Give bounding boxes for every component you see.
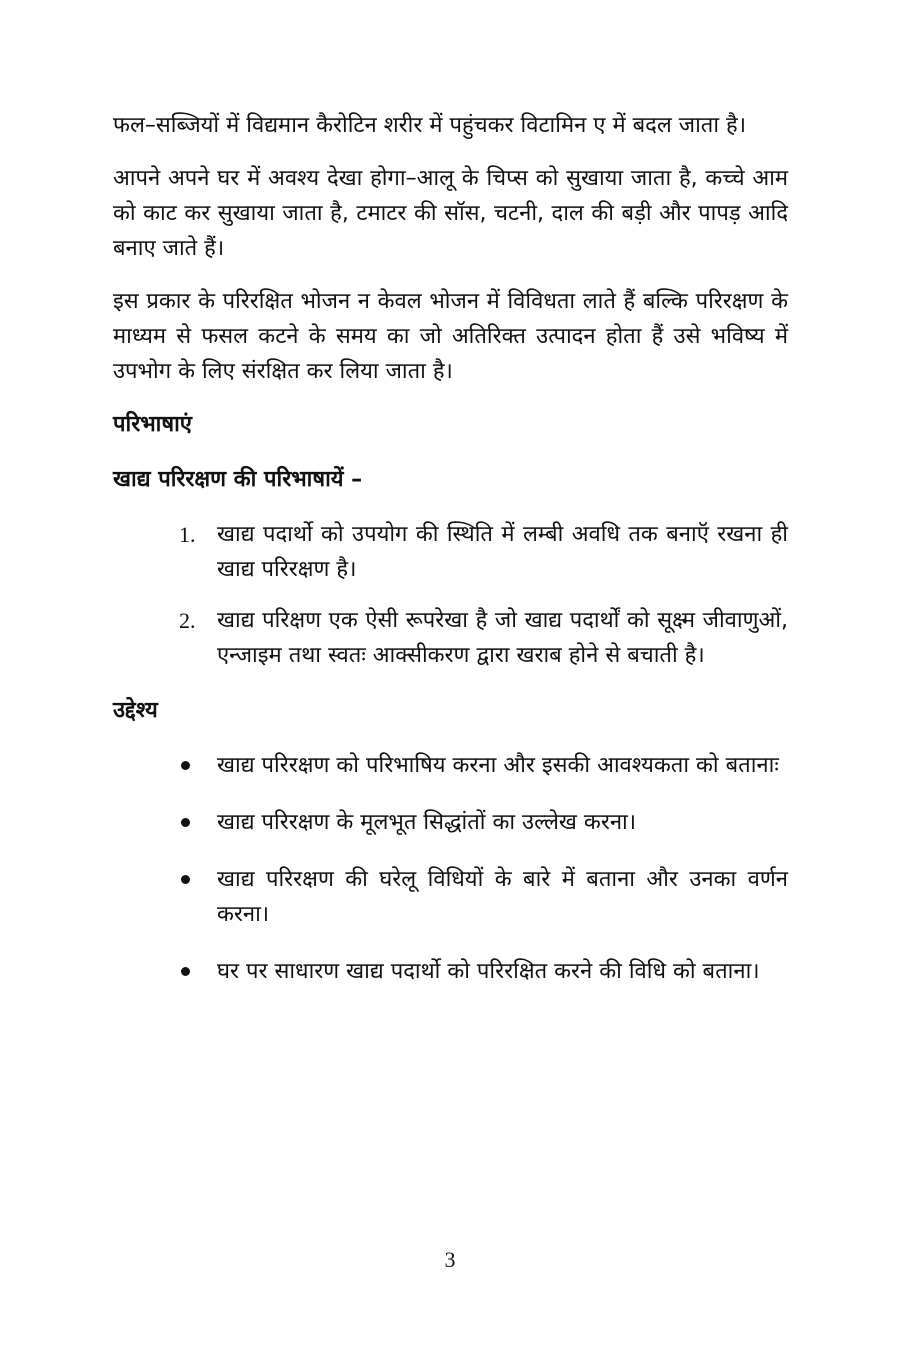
bullet-icon [181, 761, 190, 770]
definition-item [113, 517, 788, 587]
objective-item [113, 805, 788, 840]
paragraph-carotene: फल–सब्जियों में विद्यमान कैरोटिन शरीर में पहुंचकर विटामिन ए में बदल जाता है। [113, 113, 747, 138]
objective-item [113, 862, 788, 932]
definition-number: 1. [179, 522, 196, 547]
objective-text: खाद्य परिरक्षण की घरेलू विधियों के बारे में बताना और उनका वर्णन करना। [217, 867, 788, 927]
objective-text: घर पर साधारण खाद्य पदार्थो को परिरक्षित करने की विधि को बताना। [217, 959, 760, 984]
bullet-icon [181, 875, 190, 884]
definitions-heading: परिभाषाएं [113, 412, 192, 437]
definition-text: खाद्य परिक्षण एक ऐसी रूपरेखा है जो खाद्य पदार्थों को सूक्ष्म जीवाणुओं, एन्जाइम तथा स्वतः आक्सीकरण द्वारा खराब होने से बचाती है। [217, 608, 788, 668]
bullet-icon [181, 967, 190, 976]
paragraph-home-preservation-examples: आपने अपने घर में अवश्य देखा होगा–आलू के चिप्स को सुखाया जाता है, कच्चे आम को काट कर सुखाया जाता है, टमाटर की सॉस, चटनी, दाल की बड़ी और पापड़ आदि बनाए जाते हैं। [113, 166, 788, 261]
page-number: 3 [444, 1247, 456, 1272]
definitions-list [113, 517, 788, 673]
food-preservation-definitions-subheading: खाद्य परिरक्षण की परिभाषायें – [113, 467, 363, 492]
objectives-list [113, 748, 788, 989]
definition-number: 2. [179, 608, 196, 633]
paragraph-preserved-food-benefits: इस प्रकार के परिरक्षित भोजन न केवल भोजन में विविधता लाते हैं बल्कि परिरक्षण के माध्यम से फसल कटने के समय का जो अतिरिक्त उत्पादन होता हैं उसे भविष्य में उपभोग के लिए संरक्षित कर लिया जाता है। [113, 289, 788, 384]
definition-text: खाद्य पदार्थो को उपयोग की स्थिति में लम्बी अवधि तक बनाऍ रखना ही खाद्य परिरक्षण है। [217, 522, 788, 582]
definition-item [113, 603, 788, 673]
objective-item [113, 748, 788, 783]
objectives-heading: उद्देश्य [113, 698, 158, 723]
objective-text: खाद्य परिरक्षण को परिभाषिय करना और इसकी आवश्यकता को बतानाः [217, 753, 779, 778]
objective-text: खाद्य परिरक्षण के मूलभूत सिद्धांतों का उल्लेख करना। [217, 810, 637, 835]
page-content [113, 108, 788, 1011]
bullet-icon [181, 818, 190, 827]
objective-item [113, 954, 788, 989]
